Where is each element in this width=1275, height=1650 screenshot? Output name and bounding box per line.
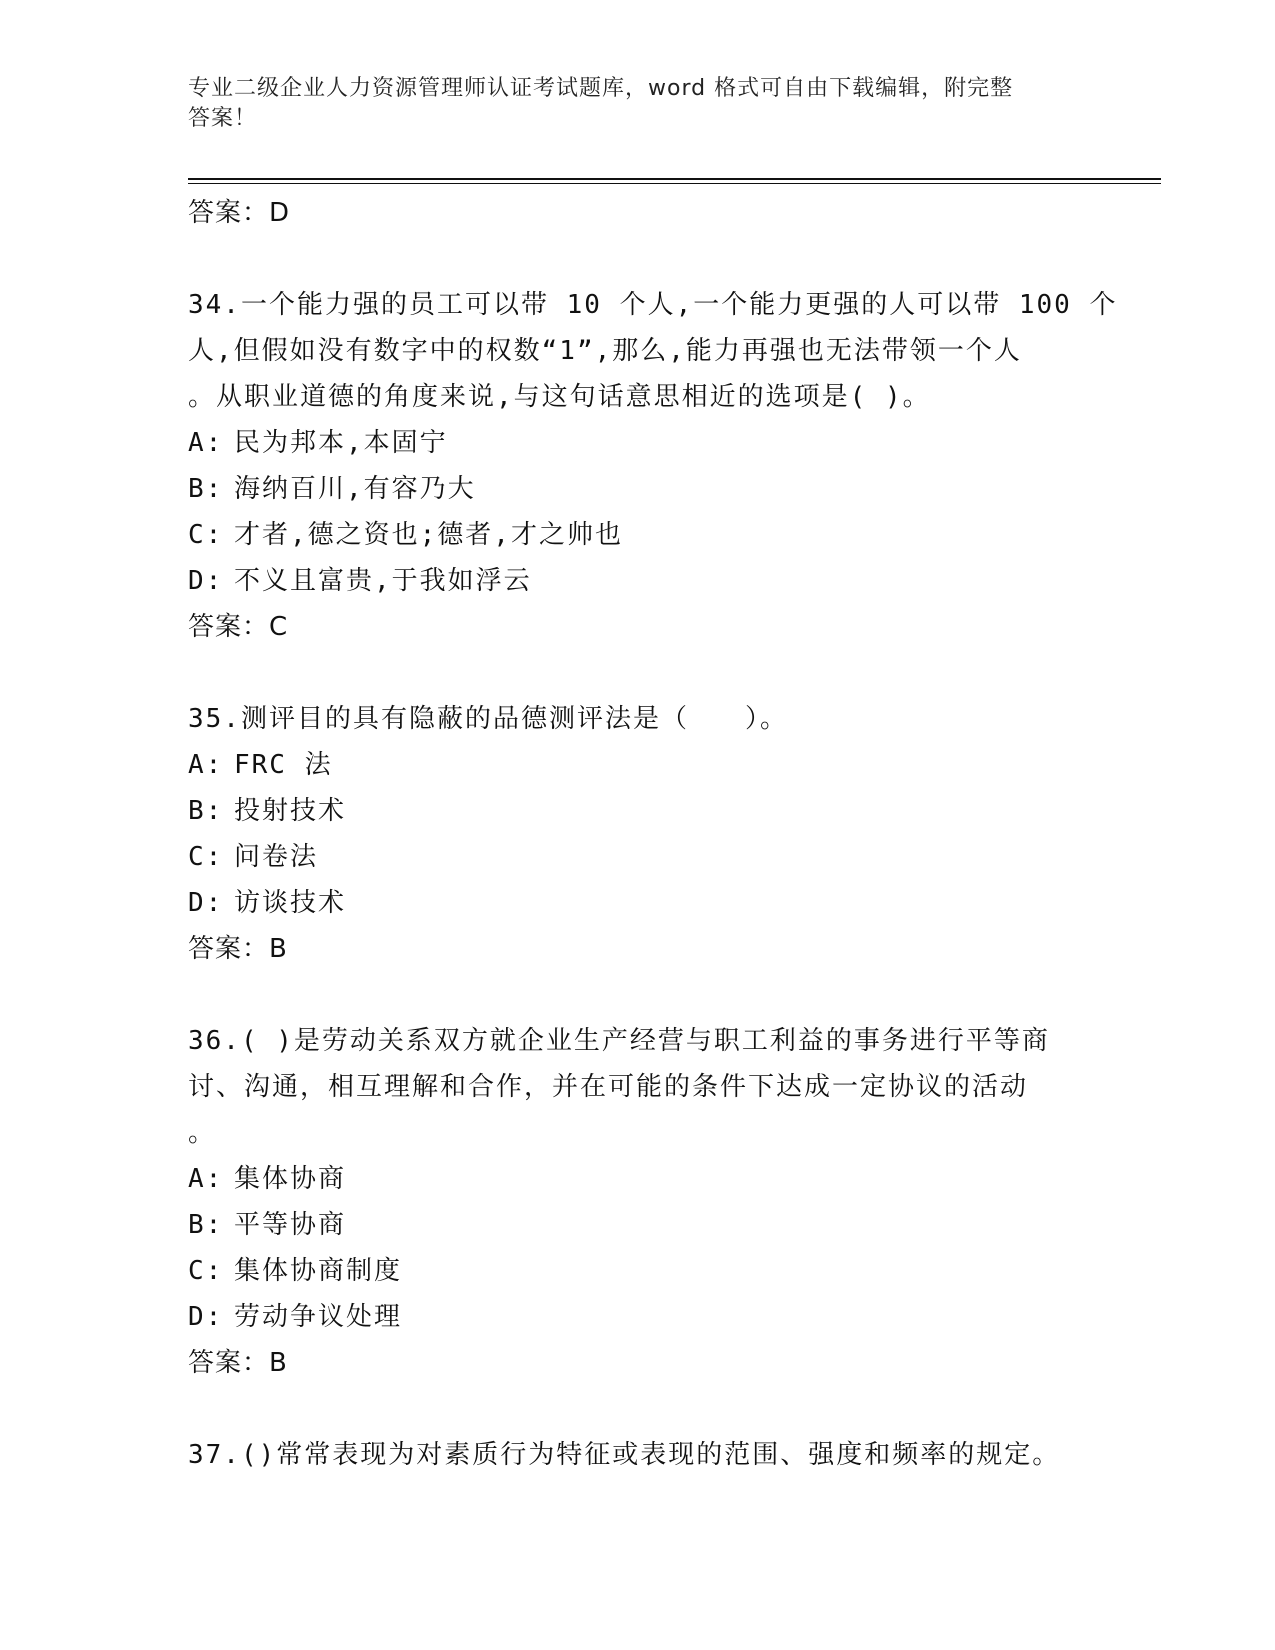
question-line: 36.( )是劳动关系双方就企业生产经营与职工利益的事务进行平等商 <box>188 1026 1050 1056</box>
question-text <box>188 696 1088 742</box>
header-rule-thin <box>188 183 1161 184</box>
option-b <box>188 1202 1088 1248</box>
option-text: 不义且富贵,于我如浮云 <box>234 566 532 596</box>
question-text <box>188 282 1118 420</box>
option-text: 平等协商 <box>234 1210 347 1240</box>
option-c <box>188 1248 1088 1294</box>
answer-line <box>188 190 1088 236</box>
option-d <box>188 1294 1088 1340</box>
question-line: 34.一个能力强的员工可以带 10 个人,一个能力更强的人可以带 100 个 <box>188 290 1118 320</box>
answer-line <box>188 1340 1088 1386</box>
option-d <box>188 558 1088 604</box>
option-b <box>188 466 1088 512</box>
question-line: 35.测评目的具有隐蔽的品德测评法是（ ）。 <box>188 704 788 734</box>
question-line: 37.()常常表现为对素质行为特征或表现的范围、强度和频率的规定。 <box>188 1440 1061 1470</box>
option-letter: C: <box>188 520 224 550</box>
option-text: 问卷法 <box>234 842 319 872</box>
option-letter: B: <box>188 796 224 826</box>
header-line-2: 答案！ <box>188 106 258 131</box>
option-text: 投射技术 <box>234 796 347 826</box>
option-a <box>188 1156 1088 1202</box>
answer-value: D <box>269 198 291 228</box>
option-a <box>188 742 1088 788</box>
option-text: 集体协商 <box>234 1164 347 1194</box>
option-d <box>188 880 1088 926</box>
option-text: 海纳百川,有容乃大 <box>234 474 476 504</box>
option-c <box>188 834 1088 880</box>
answer-label: 答案： <box>188 612 270 642</box>
answer-value: C <box>269 612 289 642</box>
answer-value: B <box>269 1348 288 1378</box>
question-line: 人,但假如没有数字中的权数“1”,那么,能力再强也无法带领一个人 <box>188 336 1022 366</box>
option-letter: D: <box>188 566 224 596</box>
option-text: 劳动争议处理 <box>234 1302 403 1332</box>
answer-label: 答案： <box>188 1348 270 1378</box>
header-line-1: 专业二级企业人力资源管理师认证考试题库，word 格式可自由下载编辑，附完整 <box>188 76 1014 101</box>
option-text: FRC 法 <box>234 750 333 780</box>
option-text: 民为邦本,本固宁 <box>234 428 448 458</box>
question-line: 讨、沟通，相互理解和合作，并在可能的条件下达成一定协议的活动 <box>188 1072 1029 1102</box>
option-letter: A: <box>188 428 224 458</box>
answer-label: 答案： <box>188 934 270 964</box>
option-text: 访谈技术 <box>234 888 347 918</box>
question-line: 。从职业道德的角度来说,与这句话意思相近的选项是( )。 <box>188 382 931 412</box>
question-text <box>188 1018 1088 1156</box>
option-b <box>188 788 1088 834</box>
question-line: 。 <box>188 1118 217 1148</box>
answer-label: 答案： <box>188 198 270 228</box>
option-letter: C: <box>188 842 224 872</box>
option-letter: D: <box>188 888 224 918</box>
option-c <box>188 512 1088 558</box>
question-text <box>188 1432 1088 1478</box>
option-a <box>188 420 1088 466</box>
document-header <box>188 74 1068 134</box>
question-list <box>188 190 1118 1478</box>
option-letter: C: <box>188 1256 224 1286</box>
option-letter: D: <box>188 1302 224 1332</box>
option-text: 才者,德之资也;德者,才之帅也 <box>234 520 623 550</box>
header-rule-thick <box>188 178 1161 180</box>
option-letter: B: <box>188 474 224 504</box>
option-letter: A: <box>188 750 224 780</box>
option-text: 集体协商制度 <box>234 1256 403 1286</box>
answer-value: B <box>269 934 288 964</box>
option-letter: A: <box>188 1164 224 1194</box>
answer-line <box>188 926 1088 972</box>
option-letter: B: <box>188 1210 224 1240</box>
answer-line <box>188 604 1088 650</box>
